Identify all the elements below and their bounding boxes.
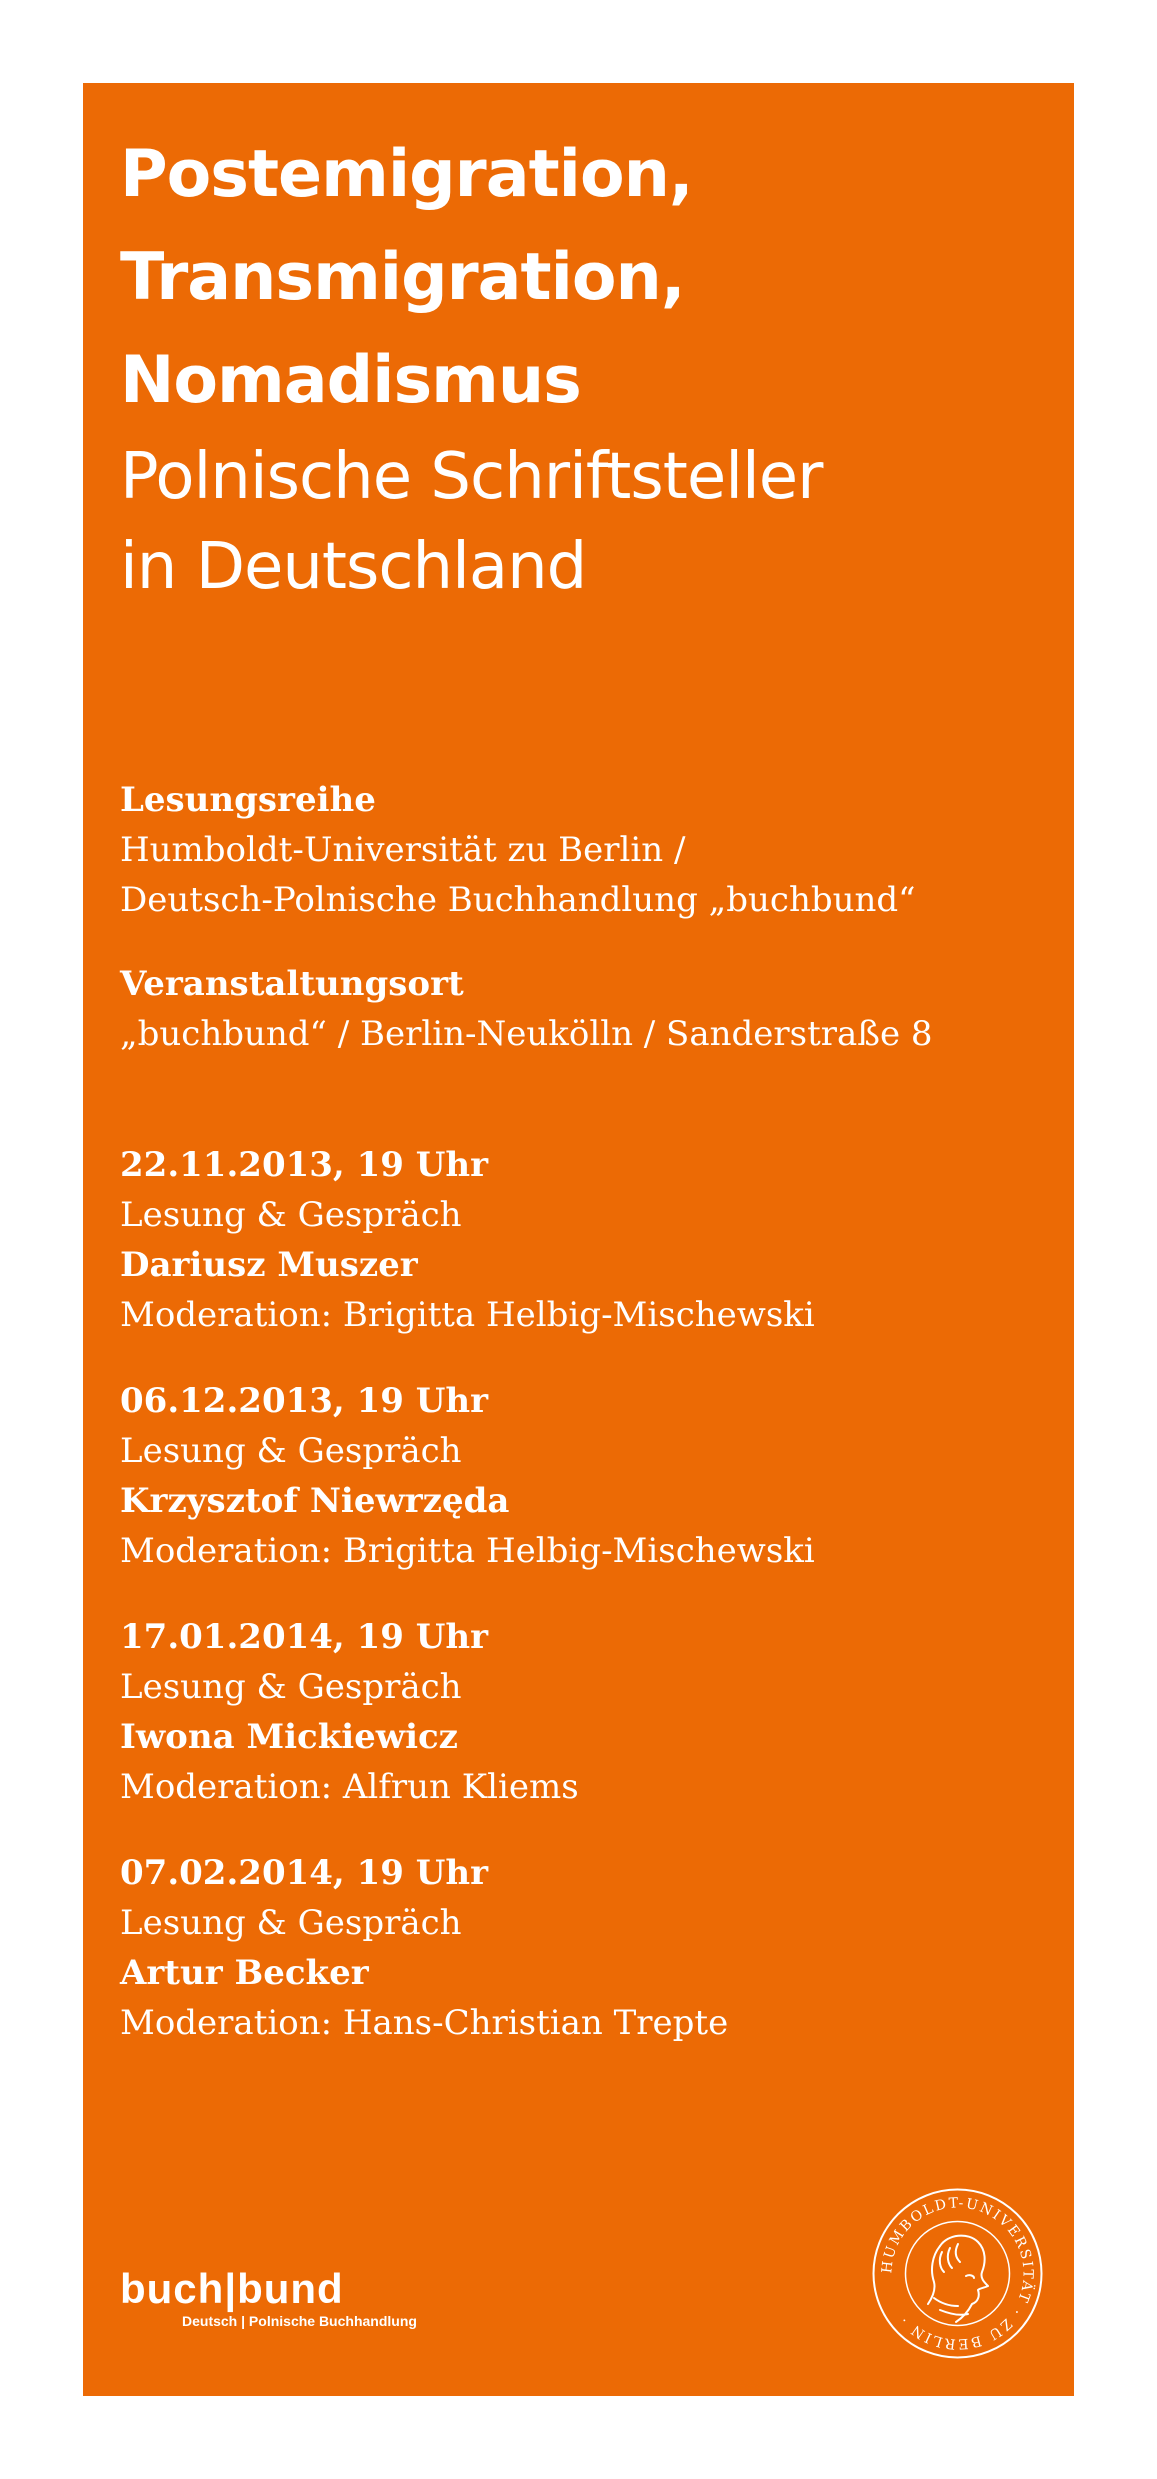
venue-line: „buchbund“ / Berlin-Neukölln / Sanderstraße 8 (120, 1014, 933, 1054)
event-4 (120, 1848, 1060, 2048)
buchbund-tagline: Deutsch | Polnische Buchhandlung (182, 2313, 417, 2329)
venue-info (120, 959, 1060, 1059)
series-info (120, 775, 1060, 925)
subtitle-line-2: in Deutschland (120, 530, 587, 604)
event-date: 22.11.2013, 19 Uhr (120, 1145, 489, 1185)
event-author: Krzysztof Niewrzęda (120, 1481, 510, 1521)
humboldt-university-seal (870, 2186, 1045, 2361)
event-1 (120, 1140, 1060, 1340)
event-author: Iwona Mickiewicz (120, 1717, 458, 1757)
event-moderation: Moderation: Brigitta Helbig-Mischewski (120, 1531, 815, 1571)
series-line-2: Deutsch-Polnische Buchhandlung „buchbund“ (120, 880, 916, 920)
venue-heading: Veranstaltungsort (120, 964, 464, 1004)
event-moderation: Moderation: Hans-Christian Trepte (120, 2003, 729, 2043)
event-date: 17.01.2014, 19 Uhr (120, 1617, 489, 1657)
event-3 (120, 1612, 1060, 1812)
buchbund-wordmark: buch|bund (120, 2265, 344, 2312)
title-line-1: Postemigration, (120, 137, 693, 212)
event-author: Dariusz Muszer (120, 1245, 418, 1285)
title-line-3: Nomadismus (120, 343, 581, 418)
event-date: 07.02.2014, 19 Uhr (120, 1853, 489, 1893)
event-date: 06.12.2013, 19 Uhr (120, 1381, 489, 1421)
svg-text:HUMBOLDT-UNIVERSITÄT · ZU BERL: HUMBOLDT-UNIVERSITÄT · ZU BERLIN · (879, 2195, 1036, 2352)
event-author: Artur Becker (120, 1953, 369, 1993)
title-line-2: Transmigration, (120, 240, 685, 315)
series-heading: Lesungsreihe (120, 780, 376, 820)
subtitle-line-1: Polnische Schriftsteller (120, 440, 823, 514)
humboldt-seal-icon (870, 2186, 1045, 2361)
event-type: Lesung & Gespräch (120, 1903, 462, 1943)
poster (83, 83, 1074, 2396)
buchbund-logo (120, 2266, 520, 2330)
event-moderation: Moderation: Brigitta Helbig-Mischewski (120, 1295, 815, 1335)
event-type: Lesung & Gespräch (120, 1431, 462, 1471)
event-type: Lesung & Gespräch (120, 1195, 462, 1235)
event-moderation: Moderation: Alfrun Kliems (120, 1767, 579, 1807)
series-line-1: Humboldt-Universität zu Berlin / (120, 830, 686, 870)
event-type: Lesung & Gespräch (120, 1667, 462, 1707)
event-2 (120, 1376, 1060, 1576)
title-block (120, 123, 1060, 612)
